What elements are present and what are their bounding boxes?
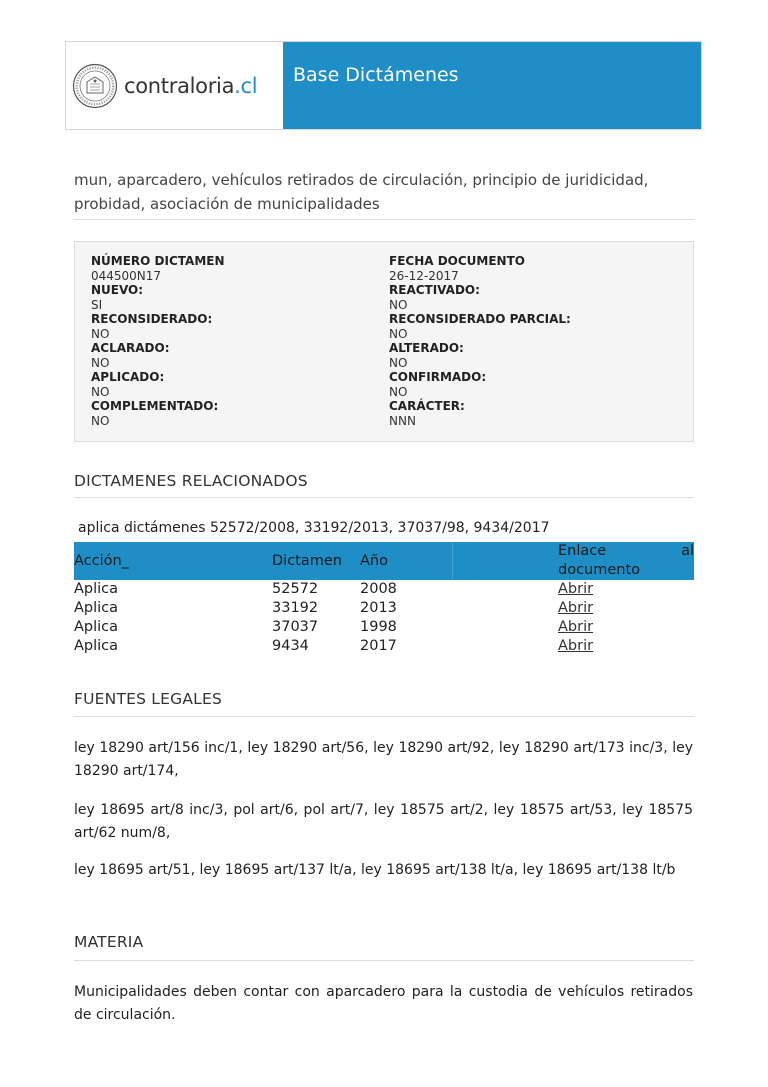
column-header-anio: Año xyxy=(360,542,452,580)
column-header-accion: Acción_ xyxy=(74,542,272,580)
dictamen-info-box xyxy=(74,241,694,442)
table-row xyxy=(74,637,694,656)
column-header-dictamen: Dictamen xyxy=(272,542,360,580)
open-document-link[interactable]: Abrir xyxy=(558,581,594,597)
cell-spacer xyxy=(452,599,558,618)
field-value: SI xyxy=(91,297,103,312)
open-document-link[interactable]: Abrir xyxy=(558,600,594,616)
page-title: Base Dictámenes xyxy=(283,42,701,129)
field-value: NNN xyxy=(389,413,416,428)
fuentes-paragraph: ley 18290 art/156 inc/1, ley 18290 art/56, ley 18290 art/92, ley 18290 art/173 inc/3, ley 18290 art/174, xyxy=(74,740,693,779)
field-value: 26-12-2017 xyxy=(389,268,459,283)
cell-accion: Aplica xyxy=(74,581,119,597)
cell-dictamen: 37037 xyxy=(272,619,319,635)
field-label: CARÁCTER: xyxy=(389,399,465,413)
field-value: NO xyxy=(91,355,110,370)
related-table xyxy=(74,542,694,656)
field-value: 044500N17 xyxy=(91,268,162,283)
cell-dictamen: 52572 xyxy=(272,581,319,597)
column-header-spacer xyxy=(452,542,558,580)
cell-link xyxy=(558,580,694,599)
cell-accion: Aplica xyxy=(74,600,119,616)
info-column-left xyxy=(91,254,391,428)
field-label: NÚMERO DICTAMEN xyxy=(91,254,225,268)
field-label: COMPLEMENTADO: xyxy=(91,399,219,413)
cell-anio: 2008 xyxy=(360,581,397,597)
section-heading-materia: MATERIA xyxy=(74,933,144,951)
divider xyxy=(74,960,694,961)
brand-name: contraloria.cl xyxy=(124,73,258,98)
section-heading-fuentes: FUENTES LEGALES xyxy=(74,690,222,708)
field-label: APLICADO: xyxy=(91,370,165,384)
field-label: REACTIVADO: xyxy=(389,283,480,297)
cell-spacer xyxy=(452,637,558,656)
info-column-right xyxy=(389,254,689,428)
fuentes-paragraph: ley 18695 art/51, ley 18695 art/137 lt/a, ley 18695 art/138 lt/a, ley 18695 art/138 lt/b xyxy=(74,862,676,878)
contraloria-seal-icon xyxy=(72,63,118,109)
site-header xyxy=(65,41,702,130)
table-row xyxy=(74,580,694,599)
cell-anio: 2013 xyxy=(360,600,397,616)
field-value: NO xyxy=(389,355,408,370)
cell-anio: 2017 xyxy=(360,638,397,654)
cell-link xyxy=(558,618,694,637)
field-value: NO xyxy=(389,384,408,399)
fuentes-paragraph: ley 18695 art/8 inc/3, pol art/6, pol art/7, ley 18575 art/2, ley 18575 art/53, ley 18575 art/62 num/8, xyxy=(74,802,693,841)
cell-dictamen: 33192 xyxy=(272,600,319,616)
cell-dictamen: 9434 xyxy=(272,638,309,654)
cell-spacer xyxy=(452,618,558,637)
field-value: NO xyxy=(389,297,408,312)
field-value: NO xyxy=(91,413,110,428)
cell-link xyxy=(558,637,694,656)
keywords-text: mun, aparcadero, vehículos retirados de circulación, principio de juridicidad, probidad, asociación de municipalidades xyxy=(74,171,649,213)
field-value: NO xyxy=(91,384,110,399)
cell-accion: Aplica xyxy=(74,638,119,654)
open-document-link[interactable]: Abrir xyxy=(558,619,594,635)
field-value: NO xyxy=(91,326,110,341)
field-label: NUEVO: xyxy=(91,283,144,297)
divider xyxy=(74,716,694,717)
section-heading-related: DICTAMENES RELACIONADOS xyxy=(74,472,308,490)
related-caption: aplica dictámenes 52572/2008, 33192/2013, 37037/98, 9434/2017 xyxy=(78,520,550,536)
open-document-link[interactable]: Abrir xyxy=(558,638,594,654)
divider xyxy=(74,219,694,220)
field-label: FECHA DOCUMENTO xyxy=(389,254,525,268)
cell-spacer xyxy=(452,580,558,599)
field-value: NO xyxy=(389,326,408,341)
table-row xyxy=(74,599,694,618)
logo[interactable] xyxy=(66,42,283,129)
field-label: ACLARADO: xyxy=(91,341,170,355)
materia-text: Municipalidades deben contar con aparcadero para la custodia de vehículos retirados de circulación. xyxy=(74,984,693,1023)
cell-anio: 1998 xyxy=(360,619,397,635)
table-header-row xyxy=(74,542,694,580)
field-label: RECONSIDERADO: xyxy=(91,312,213,326)
cell-link xyxy=(558,599,694,618)
table-row xyxy=(74,618,694,637)
cell-accion: Aplica xyxy=(74,619,119,635)
column-header-enlace: Enlace al documento xyxy=(558,543,694,578)
field-label: RECONSIDERADO PARCIAL: xyxy=(389,312,571,326)
field-label: CONFIRMADO: xyxy=(389,370,487,384)
field-label: ALTERADO: xyxy=(389,341,464,355)
divider xyxy=(74,497,694,498)
